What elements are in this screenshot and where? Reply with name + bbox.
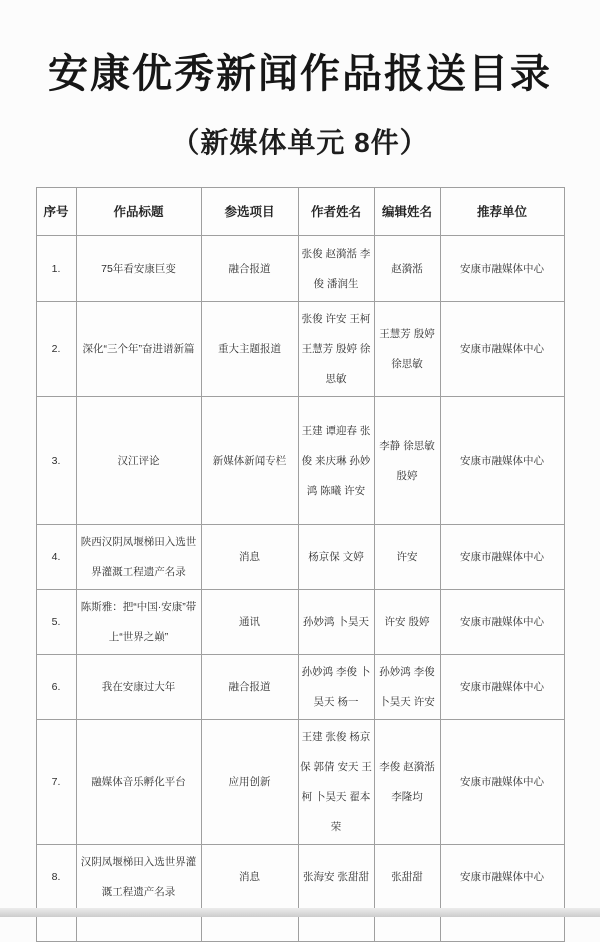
cell-title: 陈斯雅：把“中国·安康”带上“世界之巅” <box>76 590 201 655</box>
cell-editors: 许安 <box>374 525 440 590</box>
cell-unit: 安康市融媒体中心 <box>440 720 564 845</box>
cell-category: 融合报道 <box>201 236 298 302</box>
cell-unit: 安康市融媒体中心 <box>440 397 564 525</box>
cell-unit: 安康市融媒体中心 <box>440 655 564 720</box>
table-row <box>36 845 564 910</box>
cell-no: 6. <box>36 655 76 720</box>
table-row <box>36 236 564 302</box>
cell-authors: 王建 谭迎春 张俊 来庆琳 孙妙鸿 陈曦 许安 <box>298 397 374 525</box>
cell-no: 4. <box>36 525 76 590</box>
header-no: 序号 <box>36 188 76 236</box>
submission-table <box>36 187 565 942</box>
cell-editors: 王慧芳 殷婷 徐思敏 <box>374 302 440 397</box>
cell-editors: 李静 徐思敏 殷婷 <box>374 397 440 525</box>
cell-no: 5. <box>36 590 76 655</box>
cell-authors: 杨京保 文婷 <box>298 525 374 590</box>
table-row <box>36 590 564 655</box>
header-title: 作品标题 <box>76 188 201 236</box>
cell-category: 消息 <box>201 845 298 910</box>
page-subtitle: （新媒体单元 8件） <box>171 127 429 158</box>
table-row <box>36 525 564 590</box>
cell-authors: 王建 张俊 杨京保 郭倩 安天 王柯 卜昊天 翟本荣 <box>298 720 374 845</box>
photo-edge <box>0 908 600 917</box>
document-page <box>0 42 600 917</box>
cell-category: 应用创新 <box>201 720 298 845</box>
cell-unit: 安康市融媒体中心 <box>440 590 564 655</box>
header-category: 参选项目 <box>201 188 298 236</box>
cell-editors: 李俊 赵漪湉 李隆均 <box>374 720 440 845</box>
cell-no: 8. <box>36 845 76 910</box>
table-header-row <box>36 188 564 236</box>
table-row <box>36 720 564 845</box>
cell-authors: 张海安 张甜甜 <box>298 845 374 910</box>
cell-no: 1. <box>36 236 76 302</box>
cell-title: 75年看安康巨变 <box>76 236 201 302</box>
cell-category: 融合报道 <box>201 655 298 720</box>
cell-category: 消息 <box>201 525 298 590</box>
cell-title: 融媒体音乐孵化平台 <box>76 720 201 845</box>
table-row <box>36 302 564 397</box>
cell-no: 7. <box>36 720 76 845</box>
cell-no: 2. <box>36 302 76 397</box>
page-title: 安康优秀新闻作品报送目录 <box>48 52 552 96</box>
cell-authors: 孙妙鸿 李俊 卜昊天 杨一 <box>298 655 374 720</box>
cell-no: 3. <box>36 397 76 525</box>
table-row <box>36 397 564 525</box>
cell-title: 汉江评论 <box>76 397 201 525</box>
cell-title: 汉阴凤堰梯田入选世界灌溉工程遗产名录 <box>76 845 201 910</box>
cell-editors: 张甜甜 <box>374 845 440 910</box>
cell-title: 陕西汉阴凤堰梯田入选世界灌溉工程遗产名录 <box>76 525 201 590</box>
header-unit: 推荐单位 <box>440 188 564 236</box>
cell-title: 我在安康过大年 <box>76 655 201 720</box>
cell-unit: 安康市融媒体中心 <box>440 525 564 590</box>
cell-editors: 赵漪湉 <box>374 236 440 302</box>
table-row <box>36 655 564 720</box>
cell-title: 深化“三个年”奋进谱新篇 <box>76 302 201 397</box>
cell-authors: 张俊 赵漪湉 李俊 潘润生 <box>298 236 374 302</box>
cell-category: 重大主题报道 <box>201 302 298 397</box>
cell-authors: 张俊 许安 王柯 王慧芳 殷婷 徐思敏 <box>298 302 374 397</box>
cell-unit: 安康市融媒体中心 <box>440 236 564 302</box>
cell-unit: 安康市融媒体中心 <box>440 845 564 910</box>
header-editors: 编辑姓名 <box>374 188 440 236</box>
cell-editors: 许安 殷婷 <box>374 590 440 655</box>
cell-authors: 孙妙鸿 卜昊天 <box>298 590 374 655</box>
cell-category: 通讯 <box>201 590 298 655</box>
header-authors: 作者姓名 <box>298 188 374 236</box>
cell-category: 新媒体新闻专栏 <box>201 397 298 525</box>
cell-editors: 孙妙鸿 李俊 卜昊天 许安 <box>374 655 440 720</box>
cell-unit: 安康市融媒体中心 <box>440 302 564 397</box>
